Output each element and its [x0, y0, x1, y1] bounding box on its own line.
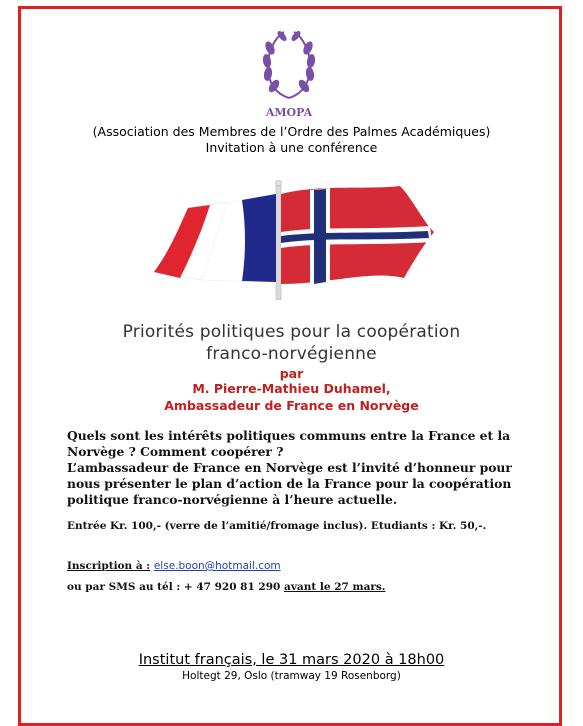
speaker-name: M. Pierre-Mathieu Duhamel, — [192, 381, 391, 396]
sms-line — [67, 581, 537, 593]
registration-line — [67, 560, 537, 572]
title-line-1: Priorités politiques pour la coopération — [122, 322, 461, 342]
venue-address: Holtegt 29, Oslo (tramway 19 Rosenborg) — [182, 670, 401, 682]
speaker-role: Ambassadeur de France en Norvège — [164, 398, 419, 413]
by-label: par — [279, 366, 304, 381]
flags-image — [150, 180, 440, 300]
conference-title — [0, 321, 583, 365]
deadline-text: avant le 27 mars. — [284, 581, 386, 593]
venue-date: Institut français, le 31 mars 2020 à 18h00 — [138, 652, 445, 668]
french-flag — [154, 194, 276, 282]
registration-label: Inscription à : — [67, 560, 151, 572]
questions-text: Quels sont les intérêts politiques communs entre la France et la Norvège ? Comment coopérer ? — [67, 428, 511, 459]
amopa-logo — [258, 28, 320, 120]
description-block — [67, 428, 537, 508]
svg-text:AMOPA: AMOPA — [265, 106, 313, 119]
sms-text: ou par SMS au tél : + 47 920 81 290 — [67, 581, 281, 593]
email-link[interactable]: else.boon@hotmail.com — [153, 560, 281, 572]
norwegian-flag — [281, 186, 434, 284]
description-text: L’ambassadeur de France en Norvège est l’invité d’honneur pour nous présenter le plan d’action de la France pour la coopération politique franco-norvégienne à l’heure actuelle. — [67, 460, 512, 507]
association-name: (Association des Membres de l’Ordre des Palmes Académiques) — [92, 124, 491, 139]
invitation-heading: Invitation à une conférence — [205, 140, 378, 155]
entry-price: Entrée Kr. 100,- (verre de l’amitié/fromage inclus). Etudiants : Kr. 50,-. — [67, 520, 487, 532]
title-line-2: franco-norvégienne — [206, 344, 377, 364]
